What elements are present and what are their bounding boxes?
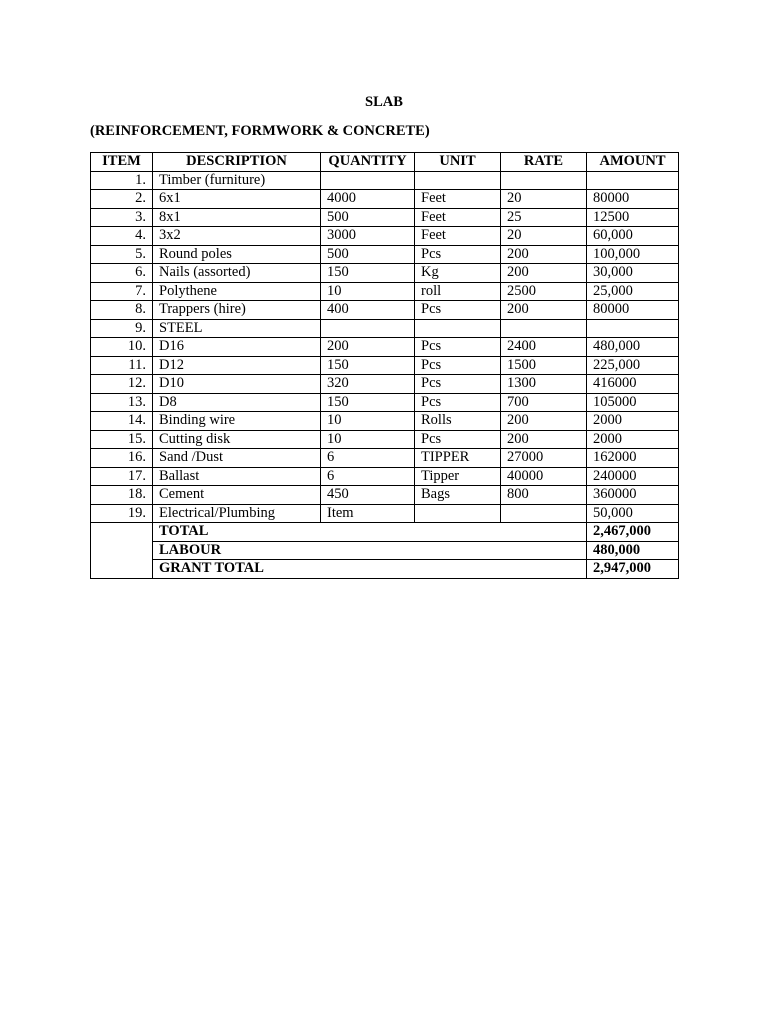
cell-amount: 480,000 <box>587 338 679 357</box>
cell-amount <box>587 171 679 190</box>
cell-unit: Kg <box>415 264 501 283</box>
table-row <box>91 486 679 505</box>
cell-amount: 360000 <box>587 486 679 505</box>
table-row <box>91 301 679 320</box>
summary-label: LABOUR <box>153 541 587 560</box>
cell-quantity <box>321 319 415 338</box>
cell-description: D12 <box>153 356 321 375</box>
cell-unit: Pcs <box>415 375 501 394</box>
cell-item: 12. <box>91 375 153 394</box>
cell-amount: 80000 <box>587 190 679 209</box>
cell-description: Binding wire <box>153 412 321 431</box>
cell-item: 18. <box>91 486 153 505</box>
table-row <box>91 190 679 209</box>
table-row <box>91 171 679 190</box>
cell-unit <box>415 504 501 523</box>
cell-rate: 20 <box>501 227 587 246</box>
table-row <box>91 319 679 338</box>
table-body <box>91 171 679 523</box>
cell-item: 3. <box>91 208 153 227</box>
cell-unit: Bags <box>415 486 501 505</box>
table-row <box>91 208 679 227</box>
cell-quantity: 10 <box>321 412 415 431</box>
cell-quantity: 6 <box>321 449 415 468</box>
cell-item: 13. <box>91 393 153 412</box>
header-item: ITEM <box>91 153 153 172</box>
cell-description: Timber (furniture) <box>153 171 321 190</box>
cell-unit: Tipper <box>415 467 501 486</box>
cell-amount: 80000 <box>587 301 679 320</box>
cell-unit: Feet <box>415 190 501 209</box>
cell-item: 16. <box>91 449 153 468</box>
cell-quantity: 500 <box>321 245 415 264</box>
cell-quantity: 320 <box>321 375 415 394</box>
cell-amount: 105000 <box>587 393 679 412</box>
cell-quantity: 150 <box>321 356 415 375</box>
cell-description: D8 <box>153 393 321 412</box>
cell-unit: Feet <box>415 227 501 246</box>
cell-amount: 225,000 <box>587 356 679 375</box>
cell-amount: 60,000 <box>587 227 679 246</box>
summary-label: GRANT TOTAL <box>153 560 587 579</box>
cell-quantity: 10 <box>321 282 415 301</box>
cell-item: 6. <box>91 264 153 283</box>
cell-rate: 40000 <box>501 467 587 486</box>
cell-description: D10 <box>153 375 321 394</box>
cell-quantity: 4000 <box>321 190 415 209</box>
cell-rate: 2400 <box>501 338 587 357</box>
cell-quantity <box>321 171 415 190</box>
cell-unit: Pcs <box>415 301 501 320</box>
document-title: SLAB <box>365 94 403 110</box>
summary-amount: 2,947,000 <box>587 560 679 579</box>
cell-amount: 2000 <box>587 430 679 449</box>
cell-description: Ballast <box>153 467 321 486</box>
cell-item: 2. <box>91 190 153 209</box>
cell-item: 15. <box>91 430 153 449</box>
cell-rate: 1300 <box>501 375 587 394</box>
cell-item: 4. <box>91 227 153 246</box>
cell-item: 9. <box>91 319 153 338</box>
cell-quantity: 6 <box>321 467 415 486</box>
cell-amount <box>587 319 679 338</box>
table-row <box>91 245 679 264</box>
cell-quantity: 450 <box>321 486 415 505</box>
cell-item: 14. <box>91 412 153 431</box>
table-row <box>91 467 679 486</box>
cell-rate: 200 <box>501 412 587 431</box>
cell-description: 8x1 <box>153 208 321 227</box>
cell-rate <box>501 504 587 523</box>
cell-description: 3x2 <box>153 227 321 246</box>
cell-rate <box>501 319 587 338</box>
cell-quantity: 500 <box>321 208 415 227</box>
cell-amount: 12500 <box>587 208 679 227</box>
header-amount: AMOUNT <box>587 153 679 172</box>
cell-rate: 20 <box>501 190 587 209</box>
cell-rate: 25 <box>501 208 587 227</box>
cell-quantity: Item <box>321 504 415 523</box>
cell-rate: 200 <box>501 301 587 320</box>
cell-quantity: 150 <box>321 393 415 412</box>
cell-description: Cutting disk <box>153 430 321 449</box>
summary-amount: 2,467,000 <box>587 523 679 542</box>
table-row <box>91 412 679 431</box>
table-row <box>91 393 679 412</box>
cell-amount: 50,000 <box>587 504 679 523</box>
cell-amount: 2000 <box>587 412 679 431</box>
cell-rate: 200 <box>501 264 587 283</box>
cell-unit: roll <box>415 282 501 301</box>
cell-unit: Pcs <box>415 338 501 357</box>
summary-blank-cell <box>91 523 153 579</box>
cell-description: Nails (assorted) <box>153 264 321 283</box>
header-unit: UNIT <box>415 153 501 172</box>
cell-amount: 162000 <box>587 449 679 468</box>
cell-description: STEEL <box>153 319 321 338</box>
cell-rate: 200 <box>501 245 587 264</box>
table-row <box>91 430 679 449</box>
cell-item: 7. <box>91 282 153 301</box>
cell-unit: Pcs <box>415 393 501 412</box>
cell-unit <box>415 319 501 338</box>
cell-unit: Rolls <box>415 412 501 431</box>
table-row <box>91 504 679 523</box>
table-row <box>91 338 679 357</box>
cell-quantity: 200 <box>321 338 415 357</box>
cell-rate: 27000 <box>501 449 587 468</box>
cell-rate: 700 <box>501 393 587 412</box>
table-row <box>91 375 679 394</box>
header-quantity: QUANTITY <box>321 153 415 172</box>
summary-row <box>91 560 679 579</box>
cell-quantity: 10 <box>321 430 415 449</box>
cell-item: 19. <box>91 504 153 523</box>
cell-unit: Pcs <box>415 245 501 264</box>
cell-rate <box>501 171 587 190</box>
cell-unit: TIPPER <box>415 449 501 468</box>
cell-description: Sand /Dust <box>153 449 321 468</box>
header-description: DESCRIPTION <box>153 153 321 172</box>
cell-rate: 1500 <box>501 356 587 375</box>
cell-item: 17. <box>91 467 153 486</box>
cell-unit: Feet <box>415 208 501 227</box>
table-row <box>91 264 679 283</box>
table-row <box>91 356 679 375</box>
cell-amount: 240000 <box>587 467 679 486</box>
summary-row <box>91 541 679 560</box>
table-summary <box>91 523 679 579</box>
header-rate: RATE <box>501 153 587 172</box>
table-row <box>91 282 679 301</box>
cell-quantity: 400 <box>321 301 415 320</box>
summary-row <box>91 523 679 542</box>
table-row <box>91 227 679 246</box>
cell-quantity: 3000 <box>321 227 415 246</box>
cell-item: 10. <box>91 338 153 357</box>
cell-amount: 25,000 <box>587 282 679 301</box>
cell-description: Round poles <box>153 245 321 264</box>
cell-rate: 200 <box>501 430 587 449</box>
cell-description: Cement <box>153 486 321 505</box>
cell-description: Trappers (hire) <box>153 301 321 320</box>
cell-amount: 416000 <box>587 375 679 394</box>
cell-unit: Pcs <box>415 356 501 375</box>
table-row <box>91 449 679 468</box>
cell-item: 8. <box>91 301 153 320</box>
summary-label: TOTAL <box>153 523 587 542</box>
cell-item: 11. <box>91 356 153 375</box>
cell-rate: 800 <box>501 486 587 505</box>
cell-amount: 100,000 <box>587 245 679 264</box>
cell-item: 5. <box>91 245 153 264</box>
cell-description: D16 <box>153 338 321 357</box>
cell-rate: 2500 <box>501 282 587 301</box>
cell-description: Polythene <box>153 282 321 301</box>
cell-unit: Pcs <box>415 430 501 449</box>
document-subtitle: (REINFORCEMENT, FORMWORK & CONCRETE) <box>90 123 430 139</box>
cell-unit <box>415 171 501 190</box>
cell-quantity: 150 <box>321 264 415 283</box>
cell-item: 1. <box>91 171 153 190</box>
cell-description: Electrical/Plumbing <box>153 504 321 523</box>
table-header-row <box>91 153 679 172</box>
bill-of-quantities-table <box>90 152 679 579</box>
summary-amount: 480,000 <box>587 541 679 560</box>
cell-description: 6x1 <box>153 190 321 209</box>
cell-amount: 30,000 <box>587 264 679 283</box>
